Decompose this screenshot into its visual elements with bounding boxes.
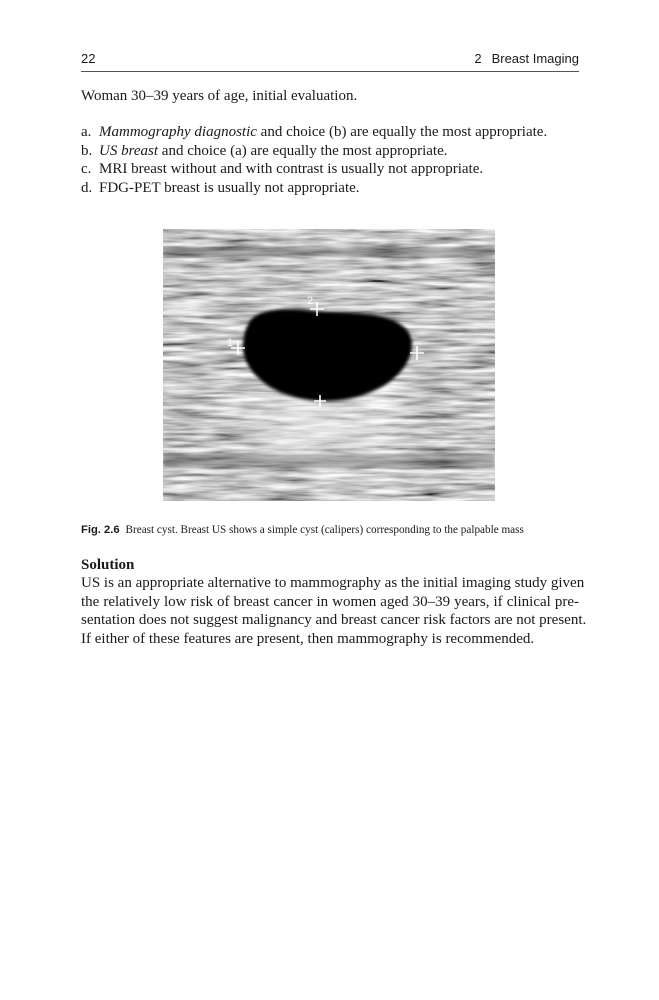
solution-line: If either of these features are present, then mammography is recommended. (81, 630, 535, 647)
page-number: 22 (81, 51, 96, 66)
choice-b: b. US breast and choice (a) are equally the most appropriate. (81, 142, 448, 159)
question-intro: Woman 30–39 years of age, initial evaluation. (81, 88, 358, 104)
solution-paragraph (81, 574, 587, 648)
solution-line: sentation does not suggest malignancy and breast cancer risk factors are not present. (81, 612, 587, 628)
figure-caption (81, 523, 524, 537)
chapter-number: 2 (474, 51, 482, 66)
chapter-title: Breast Imaging (491, 51, 579, 66)
caption-text: Breast cyst. Breast US shows a simple cyst (calipers) corresponding to the palpable mass (125, 524, 524, 536)
answer-choices (81, 123, 547, 197)
figure-label: Fig. 2.6 (81, 524, 120, 536)
page-header (81, 51, 579, 72)
caliper-label-1: 1 (227, 337, 234, 349)
solution-line: the relatively low risk of breast cancer in women aged 30–39 years, if clinical pre- (81, 593, 579, 610)
running-head (474, 51, 579, 66)
solution-line: US is an appropriate alternative to mammography as the initial imaging study given (81, 575, 585, 591)
solution-heading: Solution (81, 557, 135, 573)
choice-c: c. MRI breast without and with contrast is usually not appropriate. (81, 161, 484, 177)
ultrasound-figure (163, 229, 495, 501)
caliper-label-2: 2 (307, 295, 314, 307)
choice-a: a. Mammography diagnostic and choice (b) are equally the most appropriate. (81, 124, 548, 140)
choice-d: d. FDG-PET breast is usually not appropriate. (81, 179, 360, 196)
ultrasound-image (163, 229, 495, 501)
